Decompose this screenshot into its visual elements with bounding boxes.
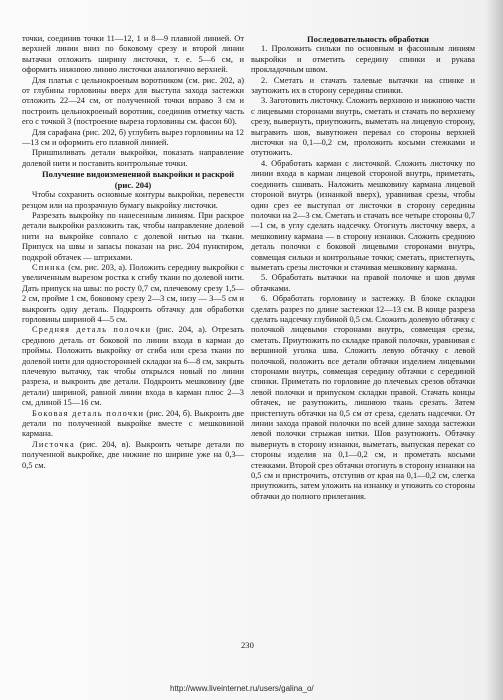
section-heading-sequence: Последовательность обработки [306, 34, 429, 44]
paragraph-text: (рис. 204, б). Выкроить две детали по полученной выкройке вместе с мешковиной кармана. [22, 408, 245, 439]
paragraph-back [22, 263, 244, 325]
paragraph-text: (рис. 204, а). Отрезать среднюю деталь от боковой по линии входа в карман до проймы. Положить выкройку от сгиба или среза ткани по долевой нити для односторонней складки на 6—8 см, закрыть плечевую вытачку, так чтобы открылся новый по линии разреза, и выкроить две детали. Подкроить мешковину (две детали) шириной, равной линии входа в карман плюс 2—3 см, длиной 15—16 см. [22, 325, 245, 408]
paragraph: Чтобы сохранить основные контуры выкройки, перевести резцом или на прозрачную бумагу выкройку листочки. [22, 190, 244, 210]
paragraph-text: (см. рис. 203, а). Положить середину выкройки с увеличенным вырезом ростка к сгибу ткани по долевой нити. Дать припуск на швы: по росту 0,7 см, плечевому срезу 1,5—2 см, пройме 1 см, боковому срезу 2—3 см, низу — 3—5 см и выкроить одну деталь. Подкроить обтачку для обработки горловины шириной 4—5 см. [22, 262, 245, 324]
paragraph: Пришпиливать детали выкройки, показать направление долевой нити и поставить контрольные точки. [22, 148, 244, 168]
step-6: 6. Обработать горловину и застежку. В блоке складки сделать разрез по длине застежки 12—13 см. В конце разреза сделать надсечку глубиной 0,5 см. Сложить долевую обтачку с полочкой лицевыми сторонами внутрь, совмещая срезы, сметать. Приутюжить по складке правой полочки, уравнивая с вершиной уголка шва. Сложить левую обтачку с левой полочкой, положить все детали обтачки изделием лицевыми сторонами внутрь, совмещая середину обтачки с серединой спинки. Приметать по горловине до плечевых срезов обтачки левой полочки и припуском складки правой. Стачать концы обтачек, не разутюжить, лишнюю ткань срезать. Затем пристегнуть обтачки на 0,5 см от среза, сделать надсечки. От линии захода правой полочки по всей длине захода застежки левой полочки стрыжая нитки. Шов разутюжить. Обтачку вывернуть в сторону изнанки, выметать, выпуская перекат со стороны изделия на 0,1—0,2 см, и прометать косыми стежками. Второй срез обтачки отогнуть в сторону изнанки на 0,5 см и пристрочить, отступив от края на 0,1—0,2 см, слегка приутюжить, затем уложить на изнанку и утюжить со стороны обтачки до полного прилегания. [251, 294, 475, 501]
page-number: 230 [241, 640, 254, 650]
right-column [251, 34, 475, 502]
step-4: 4. Обработать карман с листочкой. Сложить листочку по линии входа в карман лицевой стороной внутрь, приметать, соединить сшивать. Наложить мешковину кармана лицевой стороной внутрь (изнанкой вверх), уравнивая срезы, чтобы один срез ее выступал от листочки в сторону середины полочки на 2—3 см. Сметать и стачать все четыре стороны 0,7—1 см, в углу сделать надсечку. Отогнуть листочку вверх, а мешковину кармана — в сторону изнанки. Сложить среднюю деталь полочки с боковой лицевыми сторонами внутрь, совмещая сильки и контрольные точки; сметать, пристегнуть, выметать срезы листочки и стачивая мешковину кармана. [251, 158, 475, 272]
paragraph: Для сарафана (рис. 202, б) углубить вырез горловины на 12—13 см и оформить его плавной линией. [22, 127, 244, 148]
term-middle-front: Средняя деталь полочки [32, 325, 152, 335]
paragraph-welt [22, 440, 244, 471]
binding-shadow [485, 0, 503, 700]
paragraph: Для платья с цельнокроеным воротником (см. рис. 202, а) от глубины горловины вверх для выступа захода застежки отложить 22—24 см, от полученной точки вправо 3 см и построить цельнокроеный воротник, соединив отметку часть его с точкой 3 (построение выреза горловины см. фасон 60). [22, 75, 244, 127]
term-back: Спинка [32, 262, 66, 272]
watermark-url: http://www.liveinternet.ru/users/galina_o/ [170, 684, 314, 693]
step-3: 3. Заготовить листочку. Сложить верхнюю и нижнюю части с лицевыми сторонами внутрь, сметать и стачать по верхнему срезу, вывернуть, приутюжить, выметать на лицевую сторону, выгравить шов, вывутюжен перевал со стороны верхней листочки на 0,1—0,2 см, проложить косыми стежками и отутюжить. [251, 96, 475, 158]
paragraph-middle-front [22, 325, 244, 408]
paragraph: Разрезать выкройку по нанесенным линиям. При раскрое детали выкройки разложить так, чтобы направление долевой нити на выкройке совпало с долевой нитью на ткани. Припуск на швы и запасы показан на рис. 204 пунктиром, подкрой обтачек — штрихами. [22, 210, 244, 262]
paragraph-text: (рис. 204, в). Выкроить четыре детали по полученной выкройке, две нижние по ширине уже на 0,3—0,5 см. [22, 439, 244, 470]
term-welt: Листочка [32, 439, 75, 449]
section-heading-cutting: Получение видоизмененной выкройки и раскрой (рис. 204) [41, 169, 235, 190]
term-side-front: Боковая деталь полочки [32, 408, 145, 418]
left-column [22, 34, 244, 471]
paragraph: точки, соединив точки 11—12, 1 и 8—9 плавной линией. От верхней линии вниз по боковому срезу и второй линии вытачки отложить ширину листочки, т. е. 5—6 см, и оформить нижнюю линию листочки аналогично верхней. [22, 34, 244, 75]
step-1: 1. Проложить сильки по основным и фасонным линиям выкройки и отметить середину спинки и рукава прокладочным швом. [251, 44, 475, 75]
step-5: 5. Обработать вытачки на правой полочке и шов двумя обтачками. [251, 273, 475, 293]
step-2: 2. Сметать и стачать талевые вытачки на спинке и заутюжить их в сторону середины спинки. [251, 75, 475, 96]
paragraph-side-front [22, 409, 244, 440]
